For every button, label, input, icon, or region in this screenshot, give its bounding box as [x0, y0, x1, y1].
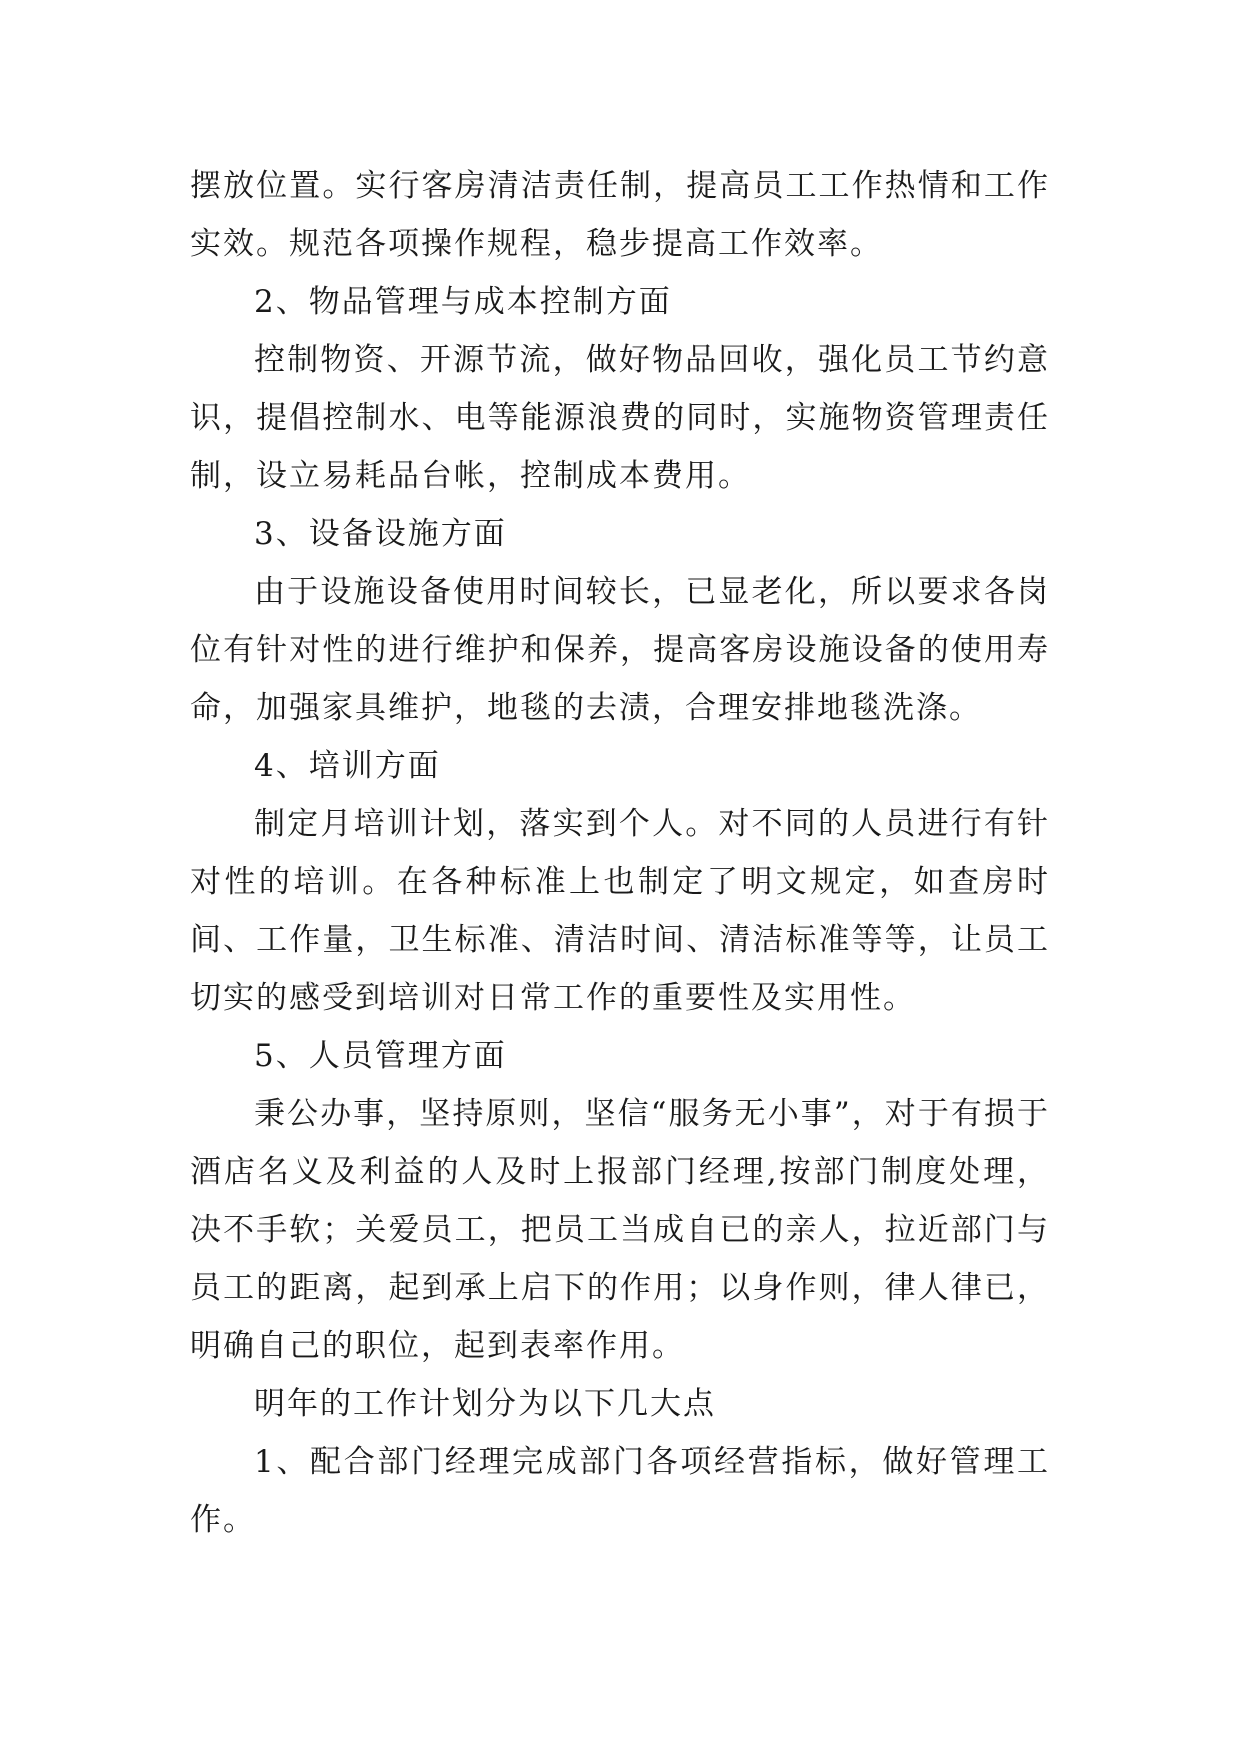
section-heading: 3、设备设施方面	[254, 516, 507, 552]
paragraph: 秉公办事，坚持原则，坚信“服务无小事”，对于有损于酒店名义及利益的人及时上报部门经理,按部门制度处理，决不手软；关爱员工，把员工当成自已的亲人，拉近部门与员工的距离，起到承上启下的作用；以身作则，律人律已，明确自己的职位，起到表率作用。	[190, 1096, 1050, 1364]
section-heading: 5、人员管理方面	[254, 1038, 507, 1074]
document-body	[190, 157, 1050, 1549]
paragraph: 由于设施设备使用时间较长，已显老化，所以要求各岗位有针对性的进行维护和保养，提高客房设施设备的使用寿命，加强家具维护，地毯的去渍，合理安排地毯洗涤。	[190, 574, 1050, 726]
section-heading: 明年的工作计划分为以下几大点	[254, 1386, 716, 1422]
paragraph: 控制物资、开源节流，做好物品回收，强化员工节约意识，提倡控制水、电等能源浪费的同时，实施物资管理责任制，设立易耗品台帐，控制成本费用。	[190, 342, 1050, 494]
paragraph: 1、配合部门经理完成部门各项经营指标，做好管理工作。	[190, 1444, 1050, 1538]
section-heading: 2、物品管理与成本控制方面	[254, 284, 672, 320]
paragraph: 制定月培训计划，落实到个人。对不同的人员进行有针对性的培训。在各种标准上也制定了明文规定，如查房时间、工作量，卫生标准、清洁时间、清洁标准等等，让员工切实的感受到培训对日常工作的重要性及实用性。	[190, 806, 1050, 1016]
paragraph: 摆放位置。实行客房清洁责任制，提高员工工作热情和工作实效。规范各项操作规程，稳步提高工作效率。	[190, 168, 1050, 262]
section-heading: 4、培训方面	[254, 748, 441, 784]
